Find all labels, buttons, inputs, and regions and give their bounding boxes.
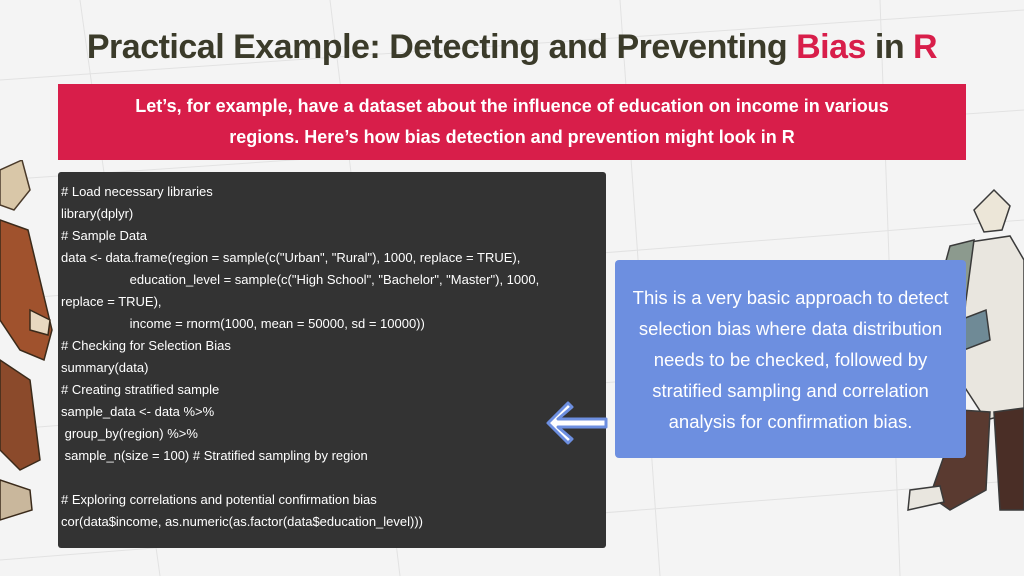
title-prefix: Practical Example: Detecting and Preventing: [86, 28, 797, 66]
code-line: sample_data <- data %>%: [61, 404, 215, 419]
code-line: [61, 467, 606, 489]
code-line: # Creating stratified sample: [61, 382, 220, 397]
intro-banner: [58, 84, 966, 160]
title-middle: in: [865, 28, 914, 66]
code-line: education_level = sample(c("High School", "Bachelor", "Master"), 1000,: [61, 272, 540, 287]
code-line: income = rnorm(1000, mean = 50000, sd = 10000)): [61, 316, 425, 331]
code-block: [58, 172, 606, 548]
code-line: data <- data.frame(region = sample(c("Urban", "Rural"), 1000, replace = TRUE),: [61, 250, 521, 265]
code-line: # Exploring correlations and potential confirmation bias: [61, 492, 377, 507]
code-line: group_by(region) %>%: [61, 426, 198, 441]
code-line: library(dplyr): [61, 206, 134, 221]
title-accent-r: R: [913, 28, 938, 66]
code-line: # Checking for Selection Bias: [61, 338, 231, 353]
code-line: sample_n(size = 100) # Stratified sampling by region: [61, 448, 368, 463]
code-line: cor(data$income, as.numeric(as.factor(data$education_level))): [61, 514, 424, 529]
intro-banner-text: Let’s, for example, have a dataset about the influence of education on income in various regions. Here’s how bias detection and prevention might look in R: [135, 96, 889, 147]
code-line: summary(data): [61, 360, 149, 375]
illustration-left-figure: [0, 160, 60, 530]
title-accent-bias: Bias: [796, 28, 866, 66]
explanation-callout: [615, 260, 966, 458]
code-line: replace = TRUE),: [61, 294, 162, 309]
explanation-callout-text: This is a very basic approach to detect selection bias where data distribution needs to be checked, followed by stratified sampling and correlation analysis for confirmation bias.: [632, 286, 949, 432]
code-line: # Sample Data: [61, 228, 147, 243]
code-line: # Load necessary libraries: [61, 184, 213, 199]
arrow-left-icon: [538, 395, 610, 451]
page-title: [0, 28, 1024, 67]
